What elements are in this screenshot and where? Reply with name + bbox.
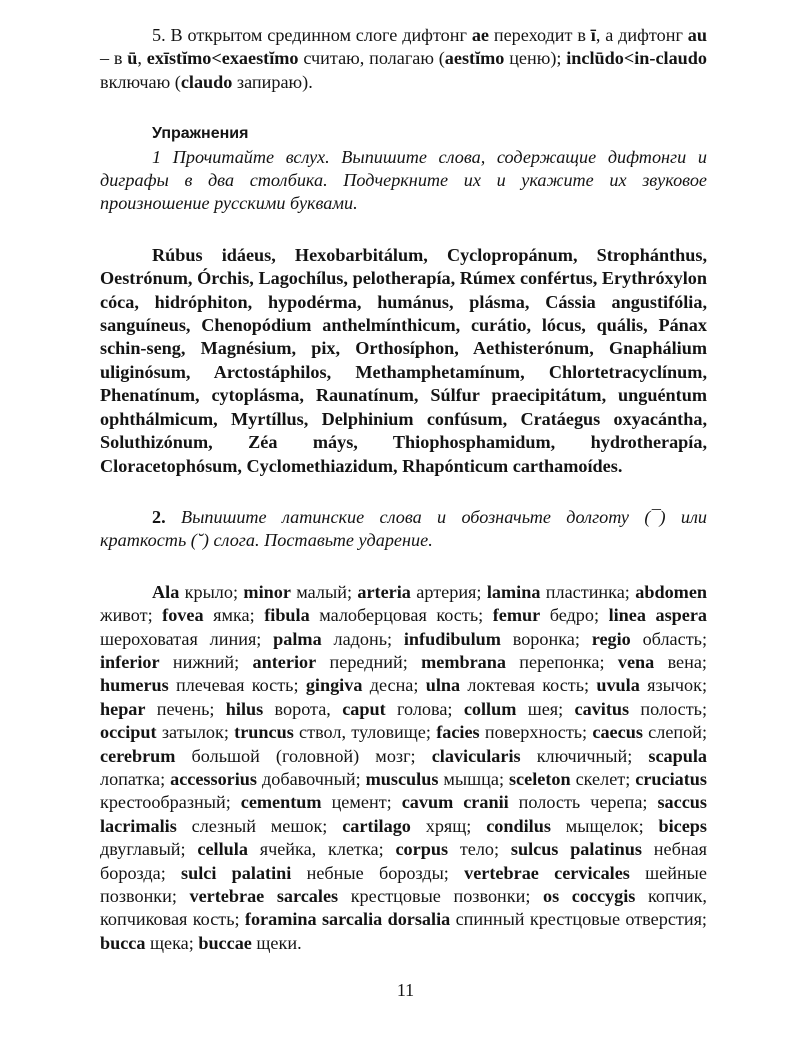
- russian-translation: ключичный;: [520, 745, 649, 766]
- russian-translation: лопатка;: [100, 768, 171, 789]
- latin-term: sulcus palatinus: [510, 839, 642, 860]
- russian-translation: мышца;: [438, 768, 509, 789]
- russian-translation: скелет;: [570, 768, 636, 789]
- latin-term: cementum: [240, 792, 322, 813]
- latin-term: infudibulum: [403, 628, 501, 649]
- russian-translation: пластинка;: [540, 581, 636, 602]
- latin-term: gingiva: [305, 675, 363, 696]
- russian-translation: щека;: [145, 932, 199, 953]
- russian-translation: цемент;: [321, 792, 402, 813]
- page-body: [100, 24, 707, 955]
- latin-term: facies: [436, 722, 480, 743]
- latin-term: foramina sarcalia dorsalia: [244, 909, 451, 930]
- russian-translation: крыло;: [179, 581, 244, 602]
- latin-term: corpus: [395, 839, 449, 860]
- russian-translation: плечевая кость;: [168, 675, 306, 696]
- russian-translation: локтевая кость;: [460, 675, 597, 696]
- russian-translation: копчик, копчиковая кость;: [100, 886, 707, 930]
- russian-translation: живот;: [100, 605, 163, 626]
- russian-translation: тело;: [448, 839, 511, 860]
- latin-term: accessorius: [170, 768, 258, 789]
- russian-translation: затылок;: [156, 722, 235, 743]
- russian-translation: перепонка;: [505, 651, 618, 672]
- russian-translation: крестообразный;: [100, 792, 241, 813]
- exercises-heading: Упражнения: [152, 125, 249, 143]
- latin-term: vena: [617, 651, 655, 672]
- russian-translation: передний;: [316, 651, 422, 672]
- russian-translation: ямка;: [203, 605, 265, 626]
- latin-term: membrana: [421, 651, 506, 672]
- word-list: Rúbus idáeus, Hexobarbitálum, Cyclopropánum, Strophánthus, Oestrónum, Órchis, Lagochílus, pelotherapía, Rúmex confértus, Erythróxylon cóca, hidróphiton, hypodérma, humánus, plásma, Cássia angustifólia, sanguíneus, Chenopódium anthelmínthicum, curátio, lócus, quális, Pánax schin-seng, Magnésium, pix, Orthosíphon, Aethisterónum, Gnaphálium uliginósum, Arctostáphilos, Methamphetamínum, Chlortetracyclínum, Phenatínum, cytoplásma, Raunatínum, Súlfur praecipitátum, unguéntum ophthálmicum, Myrtíllus, Delphinium confúsum, Cratáegus oxyacántha, Soluthizónum, Zéa máys, Thiophosphamidum, hydrotherapía, Cloracetophósum, Cyclomethiazidum, Rhapónticum carthamoídes.: [100, 244, 707, 476]
- vocabulary-list: [100, 581, 707, 956]
- latin-term: buccae: [198, 932, 252, 953]
- russian-translation: добавочный;: [257, 768, 366, 789]
- russian-translation: шея;: [516, 698, 575, 719]
- latin-term: fovea: [162, 605, 204, 626]
- latin-term: condilus: [486, 815, 551, 836]
- latin-term: cruciatus: [635, 768, 707, 789]
- russian-translation: щеки.: [251, 932, 302, 953]
- russian-translation: слепой;: [642, 722, 708, 743]
- russian-translation: печень;: [145, 698, 226, 719]
- russian-translation: ячейка, клетка;: [247, 839, 396, 860]
- latin-term: truncus: [234, 722, 294, 743]
- latin-term: biceps: [658, 815, 707, 836]
- russian-translation: малый;: [290, 581, 358, 602]
- russian-translation: артерия;: [410, 581, 487, 602]
- russian-translation: большой (головной) мозг;: [175, 745, 432, 766]
- russian-translation: ворота,: [263, 698, 343, 719]
- task-1-instructions: 1 Прочитайте вслух. Выпишите слова, содержащие дифтонги и диграфы в два столбика. Подчеркните их и укажите их звуковое произношение русскими буквами.: [100, 146, 707, 214]
- russian-translation: голова;: [385, 698, 464, 719]
- russian-translation: слезный мешок;: [176, 815, 343, 836]
- latin-term: musculus: [365, 768, 439, 789]
- latin-term: arteria: [357, 581, 411, 602]
- page-number: 11: [396, 980, 415, 1000]
- latin-term: ulna: [425, 675, 461, 696]
- latin-term: caecus: [592, 722, 643, 743]
- latin-term: cavum cranii: [401, 792, 509, 813]
- latin-term: linea aspera: [608, 605, 708, 626]
- latin-term: uvula: [596, 675, 640, 696]
- latin-term: os coccygis: [542, 886, 636, 906]
- latin-term: lamina: [486, 581, 541, 602]
- latin-term: sceleton: [508, 768, 571, 789]
- russian-translation: ладонь;: [321, 628, 404, 649]
- latin-term: occiput: [100, 722, 157, 743]
- latin-term: vertebrae sarcales: [189, 886, 339, 906]
- russian-translation: воронка;: [500, 628, 592, 649]
- latin-term: cartilago: [342, 815, 411, 836]
- russian-translation: крестцовые позвонки;: [338, 886, 543, 906]
- latin-term: cellula: [197, 839, 248, 860]
- russian-translation: двуглавый;: [100, 839, 198, 860]
- latin-term: saccus lacrimalis: [100, 792, 707, 836]
- latin-term: minor: [243, 581, 291, 602]
- russian-translation: спинный крестцовые отверстия;: [450, 909, 707, 930]
- latin-term: hepar: [100, 698, 146, 719]
- russian-translation: шероховатая линия;: [100, 628, 274, 649]
- russian-translation: мыщелок;: [550, 815, 659, 836]
- russian-translation: бедро;: [540, 605, 609, 626]
- russian-translation: полость черепа;: [508, 792, 658, 813]
- latin-term: inferior: [100, 651, 160, 672]
- rule-5-paragraph: 5. В открытом срединном слоге дифтонг ae переходит в ī, а дифтонг au – в ū, exīstĭmo<exaestĭmo считаю, полагаю (aestĭmo ценю); inclūdo<in-claudo включаю (claudo запираю).: [100, 25, 707, 92]
- latin-term: bucca: [100, 932, 146, 953]
- russian-translation: полость;: [629, 698, 708, 719]
- latin-term: cavitus: [574, 698, 630, 719]
- russian-translation: хрящ;: [410, 815, 487, 836]
- russian-translation: небные борозды;: [291, 862, 465, 883]
- latin-term: palma: [273, 628, 322, 649]
- russian-translation: ствол, туловище;: [293, 722, 437, 743]
- latin-term: femur: [492, 605, 541, 626]
- latin-term: vertebrae cervicales: [464, 862, 630, 883]
- russian-translation: десна;: [362, 675, 426, 696]
- latin-term: fibula: [264, 605, 310, 626]
- russian-translation: шейные позвонки;: [100, 862, 707, 906]
- latin-term: Ala: [152, 581, 180, 602]
- russian-translation: нижний;: [159, 651, 253, 672]
- latin-term: clavicularis: [431, 745, 521, 766]
- latin-term: collum: [463, 698, 517, 719]
- latin-term: sulci palatini: [181, 862, 292, 883]
- russian-translation: малоберцовая кость;: [309, 605, 493, 626]
- latin-term: regio: [591, 628, 631, 649]
- latin-term: abdomen: [635, 581, 708, 602]
- latin-term: cerebrum: [100, 745, 176, 766]
- latin-term: anterior: [252, 651, 317, 672]
- latin-term: scapula: [648, 745, 707, 766]
- latin-term: caput: [342, 698, 386, 719]
- russian-translation: небная борозда;: [100, 839, 708, 883]
- task-2-instructions: 2. Выпишите латинские слова и обозначьте долготу (¯) или краткость (˘) слога. Поставьте ударение.: [100, 506, 707, 551]
- russian-translation: область;: [630, 628, 707, 649]
- russian-translation: поверхность;: [479, 722, 593, 743]
- latin-term: hilus: [225, 698, 264, 719]
- latin-term: humerus: [100, 675, 169, 696]
- russian-translation: вена;: [654, 651, 707, 672]
- russian-translation: язычок;: [639, 675, 708, 696]
